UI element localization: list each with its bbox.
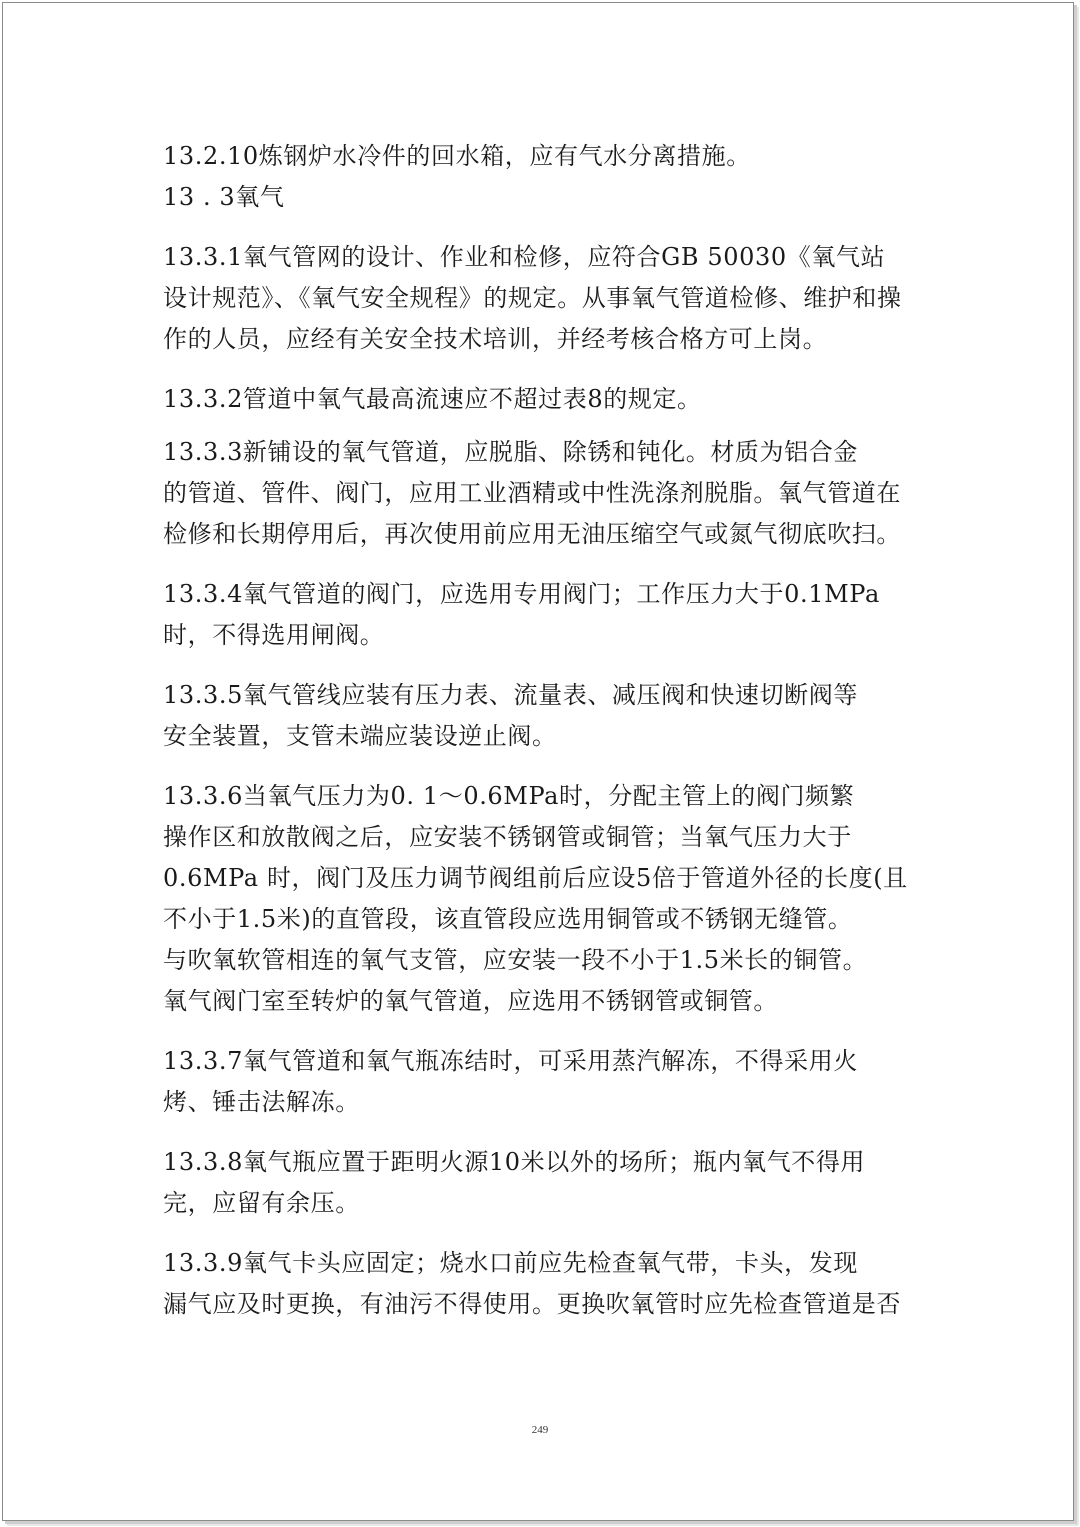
- paragraph-13-3-1: 13.3.1氧气管网的设计、作业和检修，应符合GB 50030《氧气站 设计规范》、《氧气安全规程》的规定。从事氧气管道检修、维护和操 作的人员，应经有关安全技术培训，并经考核合格方可上岗。: [163, 243, 902, 353]
- section-heading-13-3: 13 . 3氧气: [163, 183, 285, 211]
- paragraph-13-3-2: 13.3.2管道中氧气最高流速应不超过表8的规定。: [163, 385, 702, 413]
- paragraph-13-2-10: 13.2.10炼钢炉水冷件的回水箱，应有气水分离措施。: [163, 142, 751, 170]
- paragraph-13-3-3: 13.3.3新铺设的氧气管道，应脱脂、除锈和钝化。材质为铝合金 的管道、管件、阀门，应用工业酒精或中性洗涤剂脱脂。氧气管道在 检修和长期停用后，再次使用前应用无油压缩空气或氮气彻底吹扫。: [163, 438, 901, 548]
- paragraph-13-3-4: 13.3.4氧气管道的阀门，应选用专用阀门；工作压力大于0.1MPa 时，不得选用闸阀。: [163, 580, 880, 649]
- paragraph-13-3-6: 13.3.6当氧气压力为0. 1～0.6MPa时，分配主管上的阀门频繁 操作区和放散阀之后，应安装不锈钢管或铜管；当氧气压力大于 0.6MPa 时，阀门及压力调节阀组前后应设5倍于管道外径的长度(且 不小于1.5米)的直管段，该直管段应选用铜管或不锈钢无缝管。 与吹氧软管相连的氧气支管，应安装一段不小于1.5米长的铜管。 氧气阀门室至转炉的氧气管道，应选用不锈钢管或铜管。: [163, 782, 908, 1015]
- paragraph-13-3-9: 13.3.9氧气卡头应固定；烧水口前应先检查氧气带，卡头，发现 漏气应及时更换，有油污不得使用。更换吹氧管时应先检查管道是否: [163, 1249, 901, 1318]
- document-body: [163, 136, 923, 1325]
- paragraph-13-3-5: 13.3.5氧气管线应装有压力表、流量表、减压阀和快速切断阀等 安全装置，支管未端应装设逆止阀。: [163, 681, 858, 750]
- paragraph-13-3-8: 13.3.8氧气瓶应置于距明火源10米以外的场所；瓶内氧气不得用 完，应留有余压。: [163, 1148, 866, 1217]
- page-number: 249: [531, 1424, 549, 1436]
- paragraph-13-3-7: 13.3.7氧气管道和氧气瓶冻结时，可采用蒸汽解冻，不得采用火 烤、锤击法解冻。: [163, 1047, 858, 1116]
